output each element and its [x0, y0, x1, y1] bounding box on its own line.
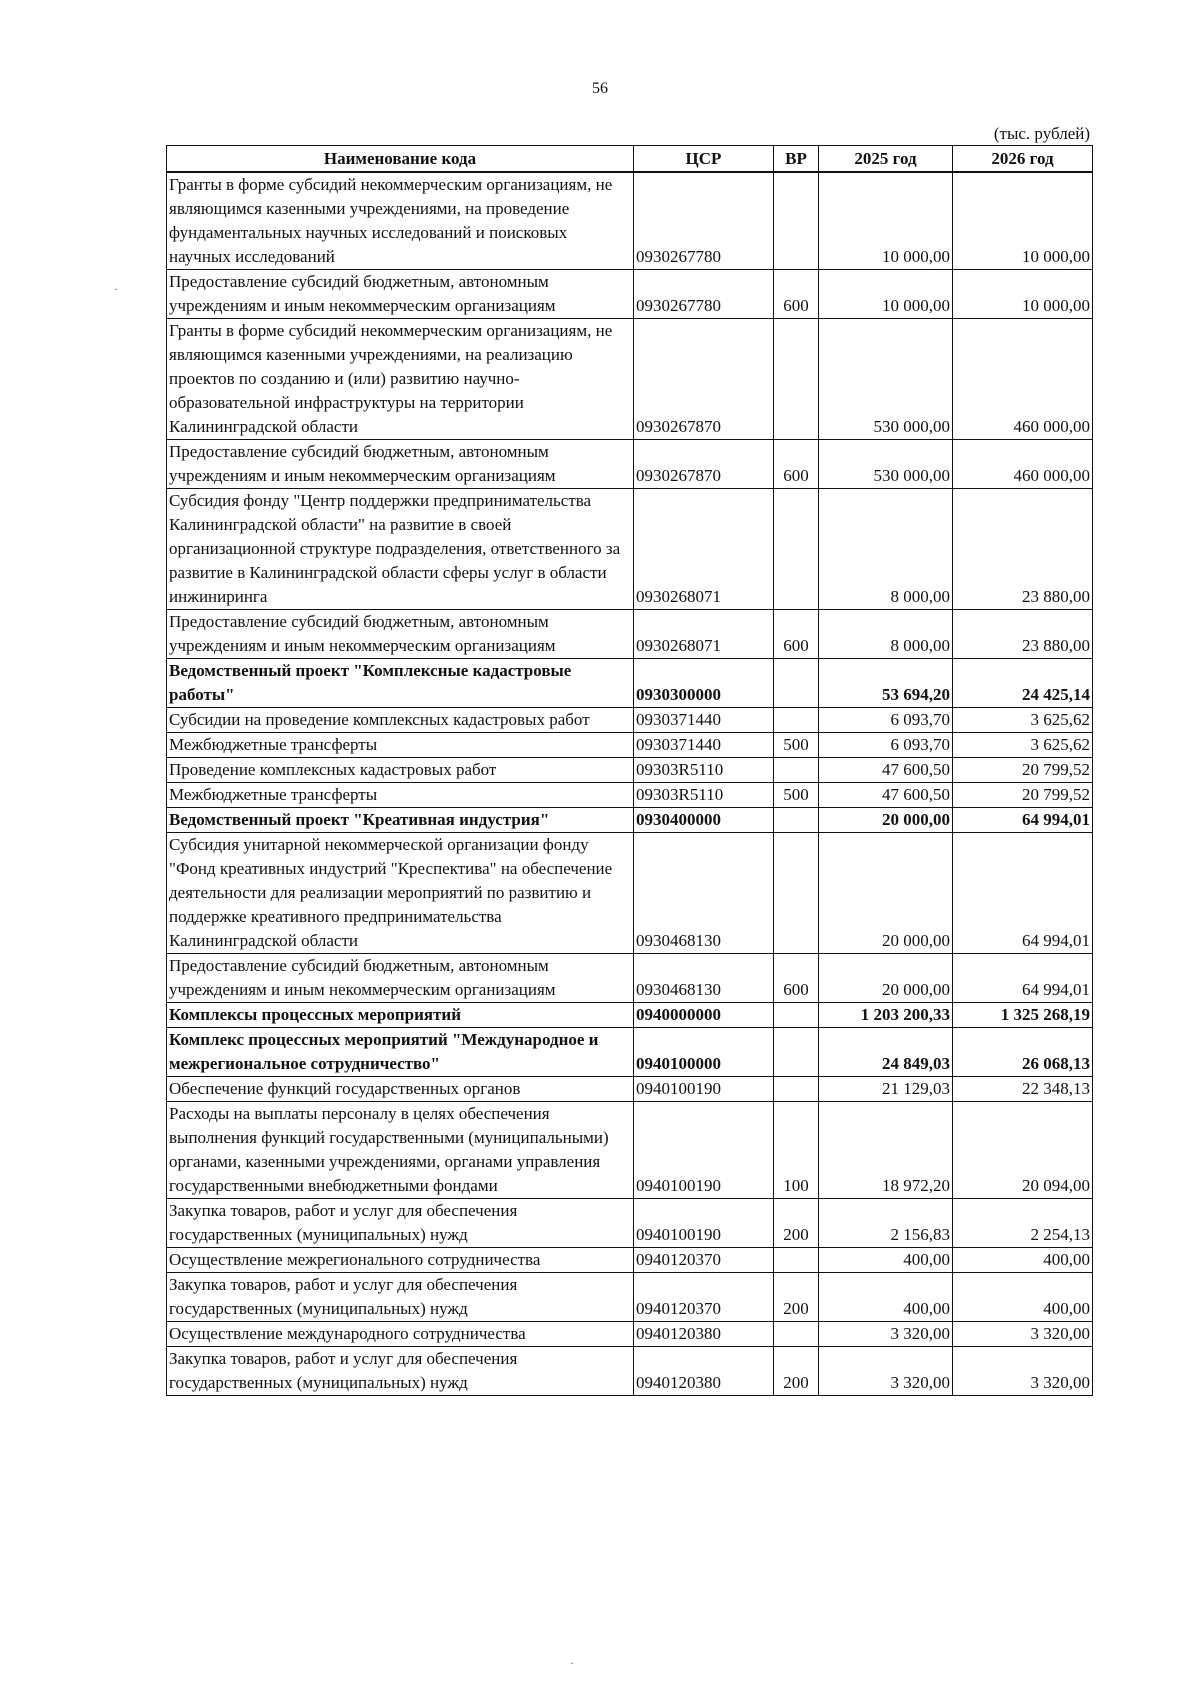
cell-csr: 0930267780: [634, 270, 774, 319]
table-row: [167, 1003, 1093, 1028]
cell-name: Гранты в форме субсидий некоммерческим организациям, не являющимся казенными учреждениями, на реализацию проектов по созданию и (или) развитию научно-образовательной инфраструктуры на территории Калининградской области: [167, 319, 634, 440]
cell-2026: 23 880,00: [953, 610, 1093, 659]
cell-vr: [774, 172, 819, 270]
cell-name: Проведение комплексных кадастровых работ: [167, 758, 634, 783]
table-row: [167, 833, 1093, 954]
cell-csr: 0930468130: [634, 954, 774, 1003]
table-row: [167, 659, 1093, 708]
table-body: [167, 172, 1093, 1396]
cell-name: Ведомственный проект "Комплексные кадастровые работы": [167, 659, 634, 708]
cell-2025: 21 129,03: [819, 1077, 953, 1102]
cell-2025: 47 600,50: [819, 783, 953, 808]
table-row: [167, 1028, 1093, 1077]
cell-2026: 20 799,52: [953, 758, 1093, 783]
cell-csr: 0930371440: [634, 708, 774, 733]
cell-name: Осуществление международного сотрудничества: [167, 1322, 634, 1347]
cell-2025: 10 000,00: [819, 270, 953, 319]
cell-2025: 20 000,00: [819, 833, 953, 954]
cell-vr: [774, 1248, 819, 1273]
cell-csr: 0930371440: [634, 733, 774, 758]
cell-csr: 09303R5110: [634, 783, 774, 808]
cell-2025: 3 320,00: [819, 1347, 953, 1396]
cell-vr: 500: [774, 733, 819, 758]
cell-csr: 0930268071: [634, 489, 774, 610]
cell-2025: 20 000,00: [819, 954, 953, 1003]
cell-csr: 0940100190: [634, 1077, 774, 1102]
cell-2025: 8 000,00: [819, 489, 953, 610]
cell-2025: 1 203 200,33: [819, 1003, 953, 1028]
table-row: [167, 1248, 1093, 1273]
page-number: 56: [592, 80, 608, 97]
cell-vr: 600: [774, 270, 819, 319]
table-row: [167, 1102, 1093, 1199]
cell-2026: 2 254,13: [953, 1199, 1093, 1248]
cell-vr: 600: [774, 954, 819, 1003]
cell-2025: 400,00: [819, 1248, 953, 1273]
cell-2026: 10 000,00: [953, 172, 1093, 270]
cell-name: Предоставление субсидий бюджетным, автономным учреждениям и иным некоммерческим организациям: [167, 954, 634, 1003]
cell-name: Закупка товаров, работ и услуг для обеспечения государственных (муниципальных) нужд: [167, 1347, 634, 1396]
cell-csr: 0930267780: [634, 172, 774, 270]
cell-vr: [774, 319, 819, 440]
cell-2025: 47 600,50: [819, 758, 953, 783]
cell-2025: 2 156,83: [819, 1199, 953, 1248]
cell-vr: [774, 708, 819, 733]
table-row: [167, 733, 1093, 758]
cell-name: Предоставление субсидий бюджетным, автономным учреждениям и иным некоммерческим организациям: [167, 440, 634, 489]
cell-vr: [774, 833, 819, 954]
cell-csr: 0940100190: [634, 1199, 774, 1248]
cell-vr: 600: [774, 610, 819, 659]
cell-2025: 24 849,03: [819, 1028, 953, 1077]
cell-name: Межбюджетные трансферты: [167, 783, 634, 808]
scan-mark: ·: [570, 1656, 574, 1670]
table-row: [167, 758, 1093, 783]
cell-csr: 0930468130: [634, 833, 774, 954]
header-csr: ЦСР: [634, 146, 774, 173]
cell-vr: [774, 489, 819, 610]
cell-2025: 400,00: [819, 1273, 953, 1322]
cell-csr: 0930400000: [634, 808, 774, 833]
table-row: [167, 783, 1093, 808]
cell-2026: 22 348,13: [953, 1077, 1093, 1102]
table-row: [167, 172, 1093, 270]
cell-2026: 24 425,14: [953, 659, 1093, 708]
cell-2026: 20 799,52: [953, 783, 1093, 808]
cell-name: Расходы на выплаты персоналу в целях обеспечения выполнения функций государственными (муниципальными) органами, казенными учреждениями, органами управления государственными внебюджетными фондами: [167, 1102, 634, 1199]
cell-vr: 600: [774, 440, 819, 489]
scan-mark: ·: [114, 282, 118, 296]
cell-vr: 100: [774, 1102, 819, 1199]
cell-csr: 0930267870: [634, 319, 774, 440]
table-row: [167, 270, 1093, 319]
table-row: [167, 1273, 1093, 1322]
table-header-row: [167, 146, 1093, 173]
cell-csr: 0940100190: [634, 1102, 774, 1199]
cell-2026: 64 994,01: [953, 833, 1093, 954]
cell-csr: 0940120370: [634, 1273, 774, 1322]
cell-2025: 20 000,00: [819, 808, 953, 833]
table-row: [167, 808, 1093, 833]
cell-name: Предоставление субсидий бюджетным, автономным учреждениям и иным некоммерческим организациям: [167, 610, 634, 659]
cell-2026: 400,00: [953, 1273, 1093, 1322]
cell-2026: 3 625,62: [953, 708, 1093, 733]
table-row: [167, 1347, 1093, 1396]
cell-vr: [774, 758, 819, 783]
table-row: [167, 1199, 1093, 1248]
cell-2026: 1 325 268,19: [953, 1003, 1093, 1028]
cell-2025: 530 000,00: [819, 319, 953, 440]
cell-2025: 530 000,00: [819, 440, 953, 489]
cell-vr: [774, 808, 819, 833]
cell-csr: 0940100000: [634, 1028, 774, 1077]
cell-2026: 64 994,01: [953, 954, 1093, 1003]
cell-2025: 8 000,00: [819, 610, 953, 659]
cell-name: Закупка товаров, работ и услуг для обеспечения государственных (муниципальных) нужд: [167, 1199, 634, 1248]
cell-2026: 3 320,00: [953, 1347, 1093, 1396]
cell-vr: [774, 659, 819, 708]
cell-name: Обеспечение функций государственных органов: [167, 1077, 634, 1102]
cell-name: Закупка товаров, работ и услуг для обеспечения государственных (муниципальных) нужд: [167, 1273, 634, 1322]
cell-vr: 200: [774, 1199, 819, 1248]
cell-csr: 0940000000: [634, 1003, 774, 1028]
cell-name: Комплексы процессных мероприятий: [167, 1003, 634, 1028]
table-row: [167, 708, 1093, 733]
cell-name: Субсидия фонду "Центр поддержки предпринимательства Калининградской области" на развитие в своей организационной структуре подразделения, ответственного за развитие в Калининградской области сферы услуг в области инжиниринга: [167, 489, 634, 610]
cell-2026: 3 625,62: [953, 733, 1093, 758]
cell-2025: 6 093,70: [819, 708, 953, 733]
cell-name: Ведомственный проект "Креативная индустрия": [167, 808, 634, 833]
cell-2026: 400,00: [953, 1248, 1093, 1273]
cell-2025: 18 972,20: [819, 1102, 953, 1199]
cell-name: Межбюджетные трансферты: [167, 733, 634, 758]
cell-csr: 0930267870: [634, 440, 774, 489]
header-name: Наименование кода: [167, 146, 634, 173]
cell-name: Субсидии на проведение комплексных кадастровых работ: [167, 708, 634, 733]
table-row: [167, 440, 1093, 489]
cell-2025: 3 320,00: [819, 1322, 953, 1347]
table-row: [167, 610, 1093, 659]
cell-vr: 200: [774, 1273, 819, 1322]
cell-2026: 10 000,00: [953, 270, 1093, 319]
cell-vr: 200: [774, 1347, 819, 1396]
cell-csr: 0940120380: [634, 1322, 774, 1347]
cell-name: Комплекс процессных мероприятий "Международное и межрегиональное сотрудничество": [167, 1028, 634, 1077]
cell-2025: 6 093,70: [819, 733, 953, 758]
cell-vr: 500: [774, 783, 819, 808]
cell-name: Осуществление межрегионального сотрудничества: [167, 1248, 634, 1273]
header-2025: 2025 год: [819, 146, 953, 173]
table-row: [167, 1322, 1093, 1347]
cell-2026: 460 000,00: [953, 440, 1093, 489]
cell-2026: 26 068,13: [953, 1028, 1093, 1077]
cell-name: Гранты в форме субсидий некоммерческим организациям, не являющимся казенными учреждениями, на проведение фундаментальных научных исследований и поисковых научных исследований: [167, 172, 634, 270]
cell-2025: 53 694,20: [819, 659, 953, 708]
cell-vr: [774, 1028, 819, 1077]
cell-2025: 10 000,00: [819, 172, 953, 270]
cell-2026: 460 000,00: [953, 319, 1093, 440]
cell-csr: 0940120380: [634, 1347, 774, 1396]
cell-2026: 64 994,01: [953, 808, 1093, 833]
table-row: [167, 489, 1093, 610]
cell-csr: 0930300000: [634, 659, 774, 708]
cell-csr: 0930268071: [634, 610, 774, 659]
header-vr: ВР: [774, 146, 819, 173]
cell-name: Предоставление субсидий бюджетным, автономным учреждениям и иным некоммерческим организациям: [167, 270, 634, 319]
cell-vr: [774, 1077, 819, 1102]
table-row: [167, 1077, 1093, 1102]
cell-csr: 0940120370: [634, 1248, 774, 1273]
cell-2026: 3 320,00: [953, 1322, 1093, 1347]
table-row: [167, 954, 1093, 1003]
cell-vr: [774, 1003, 819, 1028]
cell-name: Субсидия унитарной некоммерческой организации фонду "Фонд креативных индустрий "Креспектива" на обеспечение деятельности для реализации мероприятий по развитию и поддержке креативного предпринимательства Калининградской области: [167, 833, 634, 954]
units-label: (тыс. рублей): [993, 124, 1090, 143]
header-2026: 2026 год: [953, 146, 1093, 173]
budget-table: [166, 145, 1093, 1396]
cell-vr: [774, 1322, 819, 1347]
cell-2026: 23 880,00: [953, 489, 1093, 610]
cell-csr: 09303R5110: [634, 758, 774, 783]
table-row: [167, 319, 1093, 440]
cell-2026: 20 094,00: [953, 1102, 1093, 1199]
